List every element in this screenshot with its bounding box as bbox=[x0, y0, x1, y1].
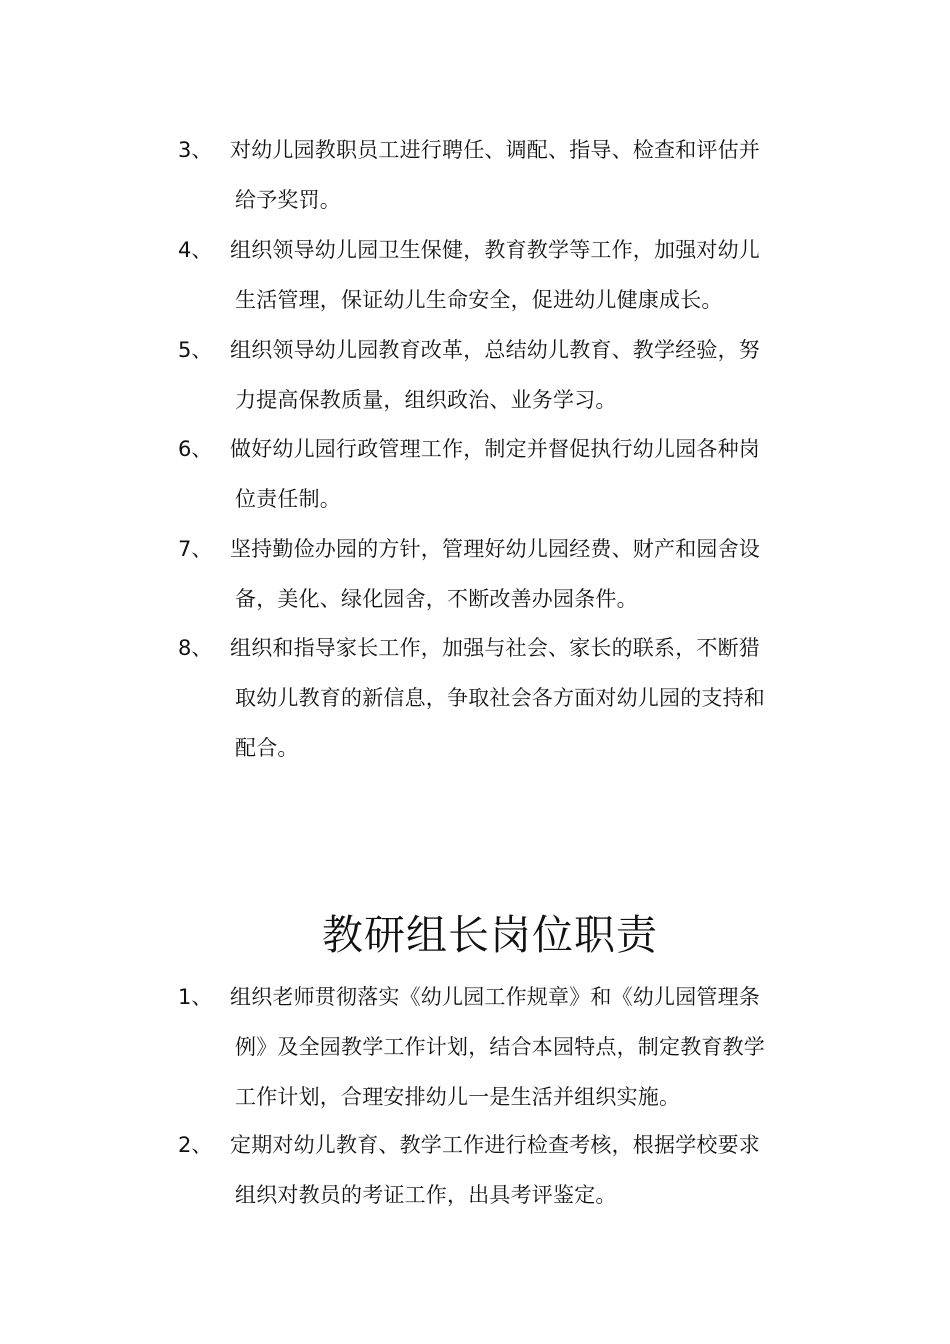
item-line: 做好幼儿园行政管理工作，制定并督促执行幼儿园各种岗 bbox=[230, 437, 760, 461]
item-text bbox=[230, 1120, 796, 1220]
item-line: 组织领导幼儿园卫生保健，教育教学等工作，加强对幼儿 bbox=[230, 238, 760, 262]
item-number: 1、 bbox=[178, 985, 213, 1009]
item-line: 组织老师贯彻落实《幼儿园工作规章》和《幼儿园管理条 bbox=[230, 985, 760, 1009]
item-line: 配合。 bbox=[235, 736, 299, 760]
item-text bbox=[230, 125, 796, 225]
item-number: 8、 bbox=[178, 636, 213, 660]
item-number: 6、 bbox=[178, 437, 213, 461]
section-title: 教研组长岗位职责 bbox=[322, 911, 658, 959]
item-line: 坚持勤俭办园的方针，管理好幼儿园经费、财产和园舍设 bbox=[230, 537, 760, 561]
item-line: 例》及全园教学工作计划，结合本园特点，制定教育教学 bbox=[235, 1035, 765, 1059]
item-line: 组织对教员的考证工作，出具考评鉴定。 bbox=[235, 1183, 617, 1207]
item-line: 组织和指导家长工作，加强与社会、家长的联系，不断猎 bbox=[230, 636, 760, 660]
item-text bbox=[230, 424, 796, 524]
item-line: 备，美化、绿化园舍，不断改善办园条件。 bbox=[235, 587, 638, 611]
item-line: 位责任制。 bbox=[235, 487, 341, 511]
item-line: 取幼儿教育的新信息，争取社会各方面对幼儿园的支持和 bbox=[235, 686, 765, 710]
item-number: 2、 bbox=[178, 1133, 213, 1157]
item-number: 5、 bbox=[178, 338, 213, 362]
item-text bbox=[230, 524, 796, 624]
item-line: 组织领导幼儿园教育改革，总结幼儿教育、教学经验，努 bbox=[230, 338, 760, 362]
item-line: 工作计划，合理安排幼儿一是生活并组织实施。 bbox=[235, 1085, 681, 1109]
item-line: 给予奖罚。 bbox=[235, 188, 341, 212]
item-text bbox=[230, 623, 796, 773]
item-line: 力提高保教质量，组织政治、业务学习。 bbox=[235, 388, 617, 412]
item-text bbox=[230, 225, 796, 325]
item-line: 生活管理，保证幼儿生命安全，促进幼儿健康成长。 bbox=[235, 288, 723, 312]
item-number: 7、 bbox=[178, 537, 213, 561]
item-text bbox=[230, 325, 796, 425]
item-number: 3、 bbox=[178, 138, 213, 162]
item-line: 对幼儿园教职员工进行聘任、调配、指导、检查和评估并 bbox=[230, 138, 760, 162]
item-text bbox=[230, 972, 796, 1122]
item-line: 定期对幼儿教育、教学工作进行检查考核，根据学校要求 bbox=[230, 1133, 760, 1157]
item-number: 4、 bbox=[178, 238, 213, 262]
